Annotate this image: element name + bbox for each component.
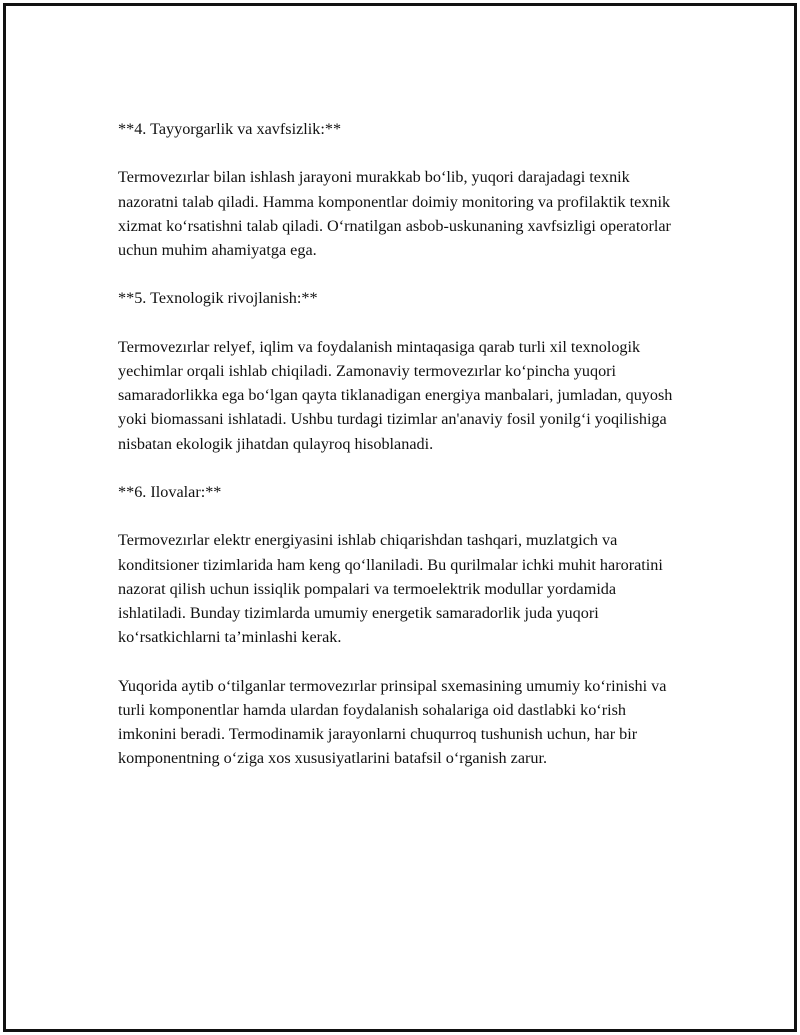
section-4-heading: **4. Tayyorgarlik va xavfsizlik:** (118, 120, 342, 138)
section-5-paragraph: Termovezırlar relyef, iqlim va foydalanish mintaqasiga qarab turli xil texnologik yechimlar orqali ishlab chiqiladi. Zamonaviy termovezırlar ko‘pincha yuqori samaradorlikka ega bo‘lgan qayta tiklanadigan energiya manbalari, jumladan, quyosh yoki biomassani ishlatadi. Ushbu turdagi tizimlar an'anaviy fosil yonilg‘i yoqilishiga nisbatan ekologik jihatdan qulayroq hisoblanadi. (118, 337, 673, 453)
section-6-heading: **6. Ilovalar:** (118, 482, 222, 501)
document-body (118, 117, 678, 795)
section-5-heading: **5. Texnologik rivojlanish:** (118, 289, 318, 308)
closing-paragraph: Yuqorida aytib o‘tilganlar termovezırlar prinsipal sxemasining umumiy ko‘rinishi va turli komponentlar hamda ulardan foydalanish sohalariga oid dastlabki ko‘rish imkonini beradi. Termodinamik jarayonlarni chuqurroq tushunish uchun, har bir komponentning o‘ziga xos xususiyatlarini batafsil o‘rganish zarur. (118, 676, 667, 768)
section-6-paragraph: Termovezırlar elektr energiyasini ishlab chiqarishdan tashqari, muzlatgich va konditsioner tizimlarida ham keng qo‘llaniladi. Bu qurilmalar ichki muhit haroratini nazorat qilish uchun issiqlik pompalari va termoelektrik modullar yordamida ishlatiladi. Bunday tizimlarda umumiy energetik samaradorlik juda yuqori ko‘rsatkichlarni ta’minlashi kerak. (118, 531, 663, 647)
section-4-paragraph: Termovezırlar bilan ishlash jarayoni murakkab bo‘lib, yuqori darajadagi texnik nazoratni talab qiladi. Hamma komponentlar doimiy monitoring va profilaktik texnik xizmat ko‘rsatishni talab qiladi. O‘rnatilgan asbob-uskunaning xavfsizligi operatorlar uchun muhim ahamiyatga ega. (118, 168, 671, 259)
